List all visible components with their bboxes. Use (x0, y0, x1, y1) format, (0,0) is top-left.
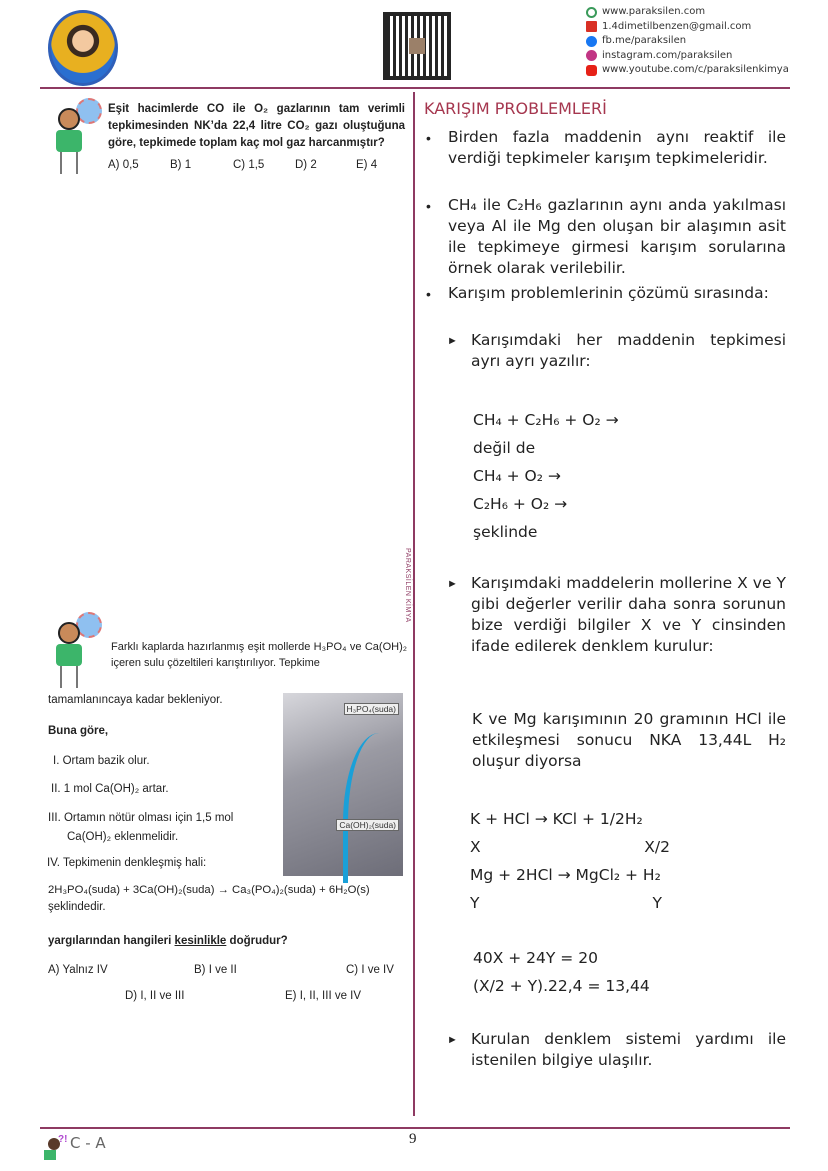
triangle-bullet-icon: ► (447, 1034, 458, 1046)
sub-bullet-3: Kurulan denklem sistemi yardımı ile istenilen bilgiye ulaşılır. (471, 1030, 786, 1069)
gmail-icon (586, 21, 597, 32)
instagram-icon (586, 50, 597, 61)
section-title: KARIŞIM PROBLEMLERİ (424, 99, 607, 118)
q2-option-b[interactable]: B) I ve II (194, 964, 237, 976)
contact-web[interactable]: www.paraksilen.com (586, 5, 789, 20)
side-label: PARAKSİLEN KİMYA (404, 545, 411, 626)
contact-facebook[interactable]: fb.me/paraksilen (586, 34, 789, 49)
bullet-2: CH₄ ile C₂H₆ gazlarının aynı anda yakılması veya Al ile Mg den oluşan bir alaşımın asit ile tepkimeye girmesi karışım sorularına örnek olarak verilebilir. (448, 196, 786, 277)
web-icon (586, 7, 597, 18)
equation-system: 40X + 24Y = 20 (X/2 + Y).22,4 = 13,44 (473, 949, 650, 995)
q2-lead: Buna göre, (48, 725, 109, 737)
q1-option-a[interactable]: A) 0,5 (108, 159, 139, 171)
triangle-bullet-icon: ► (447, 335, 458, 347)
q2-option-d[interactable]: D) I, II ve III (125, 990, 185, 1002)
contact-instagram[interactable]: instagram.com/paraksilen (586, 49, 789, 64)
q2-question: yargılarından hangileri kesinlikle doğrudur? (48, 935, 288, 947)
author-avatar (48, 10, 118, 86)
statement-3: III. Ortamın nötür olması için 1,5 mol Ca(OH)₂ eklenmelidir. (48, 812, 234, 843)
statement-4: IV. Tepkimenin denkleşmiş hali: (47, 857, 207, 869)
example-2-equations: K + HCl → KCl + 1/2H₂ X X/2 Mg + 2HCl → MgCl₂ + H₂ Y Y (470, 810, 670, 912)
example-2-text: K ve Mg karışımının 20 gramının HCl ile etkileşmesi sonucu NKA 13,44L H₂ oluşur diyorsa (472, 710, 786, 770)
equation-tail: şeklindedir. (48, 901, 106, 913)
example-1: CH₄ + C₂H₆ + O₂ → değil de CH₄ + O₂ → C₂H₆ + O₂ → şeklinde (473, 411, 619, 541)
q1-option-d[interactable]: D) 2 (295, 159, 317, 171)
mascot-illustration (50, 98, 98, 178)
header-divider (40, 87, 790, 89)
q1-option-c[interactable]: C) 1,5 (233, 159, 265, 171)
contact-gmail[interactable]: 1.4dimetilbenzen@gmail.com (586, 20, 789, 35)
column-divider (413, 92, 415, 1116)
statement-2: II. 1 mol Ca(OH)₂ artar. (51, 783, 169, 795)
q2-option-c[interactable]: C) I ve IV (346, 964, 394, 976)
q2-intro-cont: tamamlanıncaya kadar bekleniyor. (48, 694, 223, 706)
q2-option-e[interactable]: E) I, II, III ve IV (285, 990, 362, 1002)
photo-label-h3po4: H₃PO₄(suda) (344, 703, 399, 715)
footer-divider (40, 1127, 790, 1129)
contact-youtube[interactable]: www.youtube.com/c/paraksilenkimya (586, 63, 789, 78)
bullet-1: Birden fazla maddenin aynı reaktif ile verdiği tepkimeler karışım tepkimeleridir. (448, 128, 786, 167)
bullet-icon: • (426, 198, 431, 214)
facebook-icon (586, 36, 597, 47)
photo-label-caoh2: Ca(OH)₂(suda) (336, 819, 399, 831)
reaction-equation: 2H₃PO₄(suda) + 3Ca(OH)₂(suda) → Ca₃(PO₄)₂(suda) + 6H₂O(s) (48, 884, 370, 896)
q2-intro: Farklı kaplarda hazırlanmış eşit mollerde H₃PO₄ ve Ca(OH)₂ içeren sulu çözeltileri karıştırılıyor. Tepkime (111, 641, 407, 669)
sub-bullet-2: Karışımdaki maddelerin mollerine X ve Y gibi değerler verilir daha sonra sorunun bize verdiği bilgiler X ve Y cinsinden ifade edilerek denklem kurulur: (471, 574, 786, 655)
q1-option-b[interactable]: B) 1 (170, 159, 192, 171)
answer-key: C - A (70, 1134, 106, 1152)
youtube-icon (586, 65, 597, 76)
sub-bullet-1: Karışımdaki her maddenin tepkimesi ayrı ayrı yazılır: (471, 331, 786, 370)
statement-1: I. Ortam bazik olur. (53, 755, 150, 767)
qr-code[interactable] (383, 12, 451, 80)
mascot-illustration (50, 612, 98, 692)
page-number: 9 (409, 1131, 417, 1147)
q2-option-a[interactable]: A) Yalnız IV (48, 964, 108, 976)
beaker-photo (283, 693, 403, 876)
mascot-icon: ?! (44, 1134, 66, 1160)
q1-text: Eşit hacimlerde CO ile O₂ gazlarının tam verimli tepkimesinden NK’da 22,4 litre CO₂ gazı oluştuğuna göre, tepkimede toplam kaç mol gaz harcanmıştır? (108, 103, 405, 149)
bullet-icon: • (426, 286, 431, 302)
contact-list (586, 5, 789, 78)
q1-option-e[interactable]: E) 4 (356, 159, 378, 171)
bullet-icon: • (426, 130, 431, 146)
triangle-bullet-icon: ► (447, 578, 458, 590)
bullet-3: Karışım problemlerinin çözümü sırasında: (448, 284, 769, 302)
